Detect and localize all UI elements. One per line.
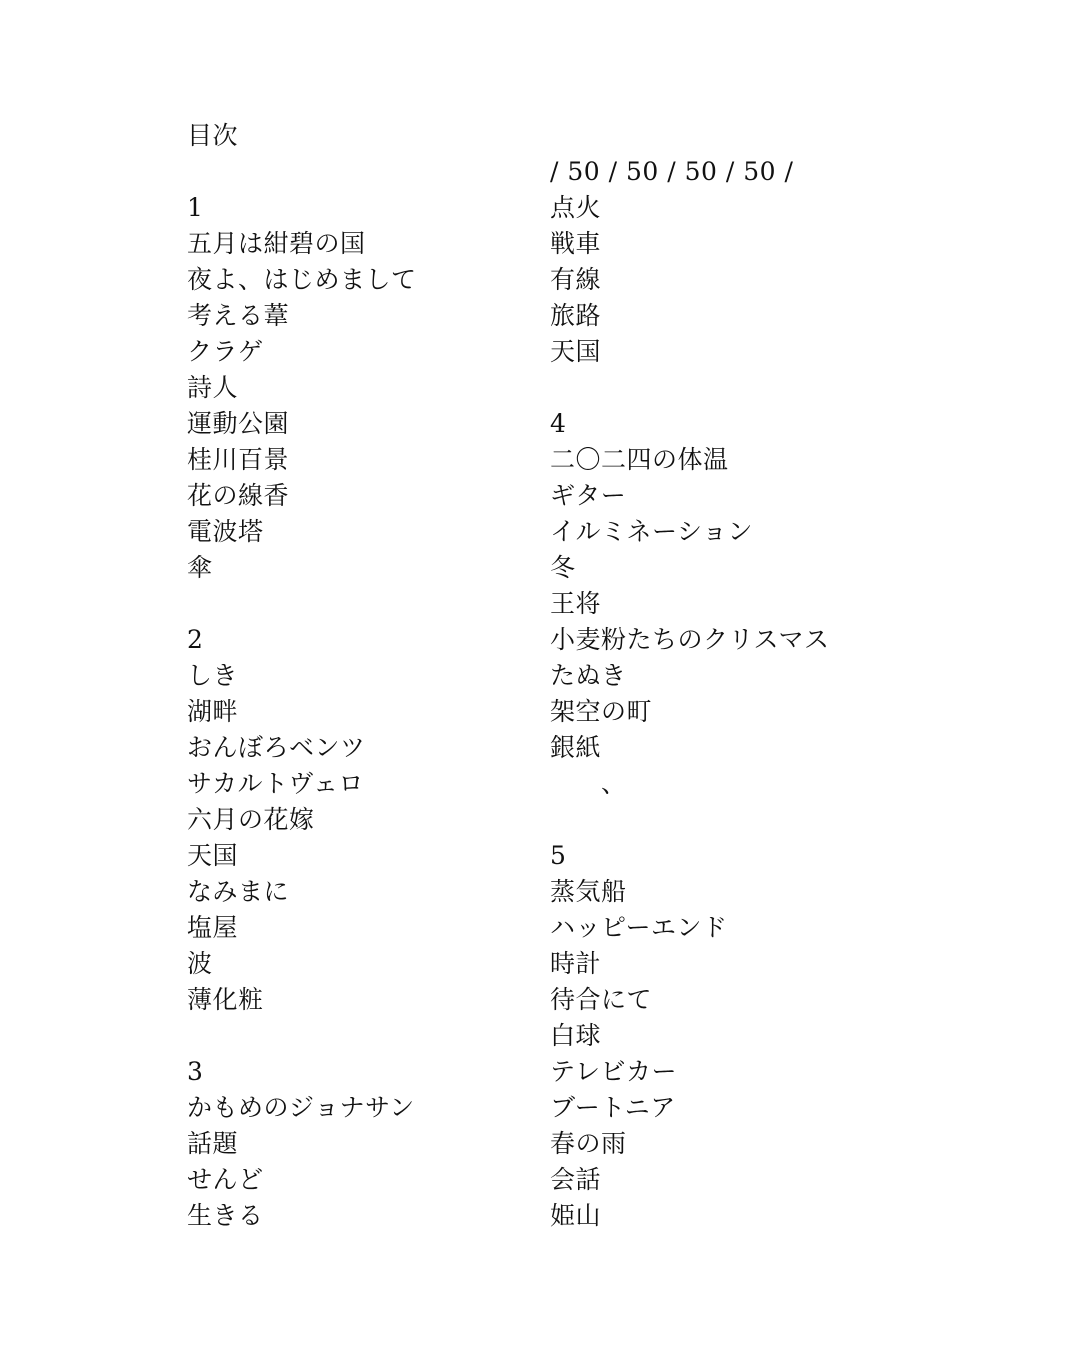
toc-line: ギター: [550, 481, 627, 510]
toc-line: 目次: [187, 121, 239, 150]
toc-line: 湖畔: [187, 697, 239, 726]
toc-line: [187, 1018, 417, 1054]
toc-line: 、: [550, 769, 627, 798]
toc-line: 春の雨: [550, 1129, 627, 1158]
toc-line: 蒸気船: [550, 877, 627, 906]
toc-left-column: [187, 118, 417, 1234]
toc-line: イルミネーション: [550, 517, 754, 546]
toc-line: 2: [187, 625, 204, 654]
toc-line: かもめのジョナサン: [187, 1093, 415, 1122]
toc-line: ブートニア: [550, 1093, 676, 1122]
toc-line: 薄化粧: [187, 985, 264, 1014]
toc-line: せんど: [187, 1165, 264, 1194]
toc-line: テレビカー: [550, 1057, 678, 1086]
toc-line: 5: [550, 841, 567, 870]
toc-line: 冬: [550, 553, 576, 582]
toc-line: 小麦粉たちのクリスマス: [550, 625, 830, 654]
toc-line: [187, 586, 417, 622]
toc-line: 旅路: [550, 301, 602, 330]
toc-line: 塩屋: [187, 913, 239, 942]
toc-line: たぬき: [550, 661, 627, 690]
toc-line: / 50 / 50 / 50 / 50 /: [550, 157, 794, 186]
toc-line: [187, 154, 417, 190]
toc-line: 会話: [550, 1165, 602, 1194]
toc-line: なみまに: [187, 877, 290, 906]
toc-line: 夜よ、はじめまして: [187, 265, 417, 294]
toc-line: 姫山: [550, 1201, 602, 1230]
toc-line: 生きる: [187, 1201, 264, 1230]
toc-line: 天国: [187, 841, 239, 870]
toc-line: 二〇二四の体温: [550, 445, 729, 474]
toc-line: [550, 802, 830, 838]
toc-line: クラゲ: [187, 337, 264, 366]
toc-line: 待合にて: [550, 985, 653, 1014]
toc-line: 時計: [550, 949, 602, 978]
toc-line: 桂川百景: [187, 445, 290, 474]
toc-line: 銀紙: [550, 733, 602, 762]
toc-line: しき: [187, 661, 239, 690]
toc-line: 架空の町: [550, 697, 653, 726]
toc-line: 4: [550, 409, 567, 438]
toc-line: 電波塔: [187, 517, 264, 546]
toc-line: 天国: [550, 337, 602, 366]
toc-line: 有線: [550, 265, 602, 294]
toc-line: 白球: [550, 1021, 602, 1050]
toc-line: 点火: [550, 193, 602, 222]
toc-line: 六月の花嫁: [187, 805, 315, 834]
toc-line: [550, 118, 830, 154]
toc-line: 戦車: [550, 229, 602, 258]
toc-line: 五月は紺碧の国: [187, 229, 366, 258]
toc-line: 傘: [187, 553, 213, 582]
toc-line: 話題: [187, 1129, 239, 1158]
toc-line: おんぼろベンツ: [187, 733, 366, 762]
toc-line: サカルトヴェロ: [187, 769, 365, 798]
toc-right-column: [550, 118, 830, 1234]
toc-line: 3: [187, 1057, 204, 1086]
toc-line: 王将: [550, 589, 602, 618]
toc-line: 考える葦: [187, 301, 290, 330]
toc-line: 1: [187, 193, 204, 222]
toc-line: 花の線香: [187, 481, 290, 510]
toc-line: 詩人: [187, 373, 239, 402]
toc-line: ハッピーエンド: [550, 913, 728, 942]
toc-line: 波: [187, 949, 213, 978]
toc-line: 運動公園: [187, 409, 290, 438]
toc-line: [550, 370, 830, 406]
